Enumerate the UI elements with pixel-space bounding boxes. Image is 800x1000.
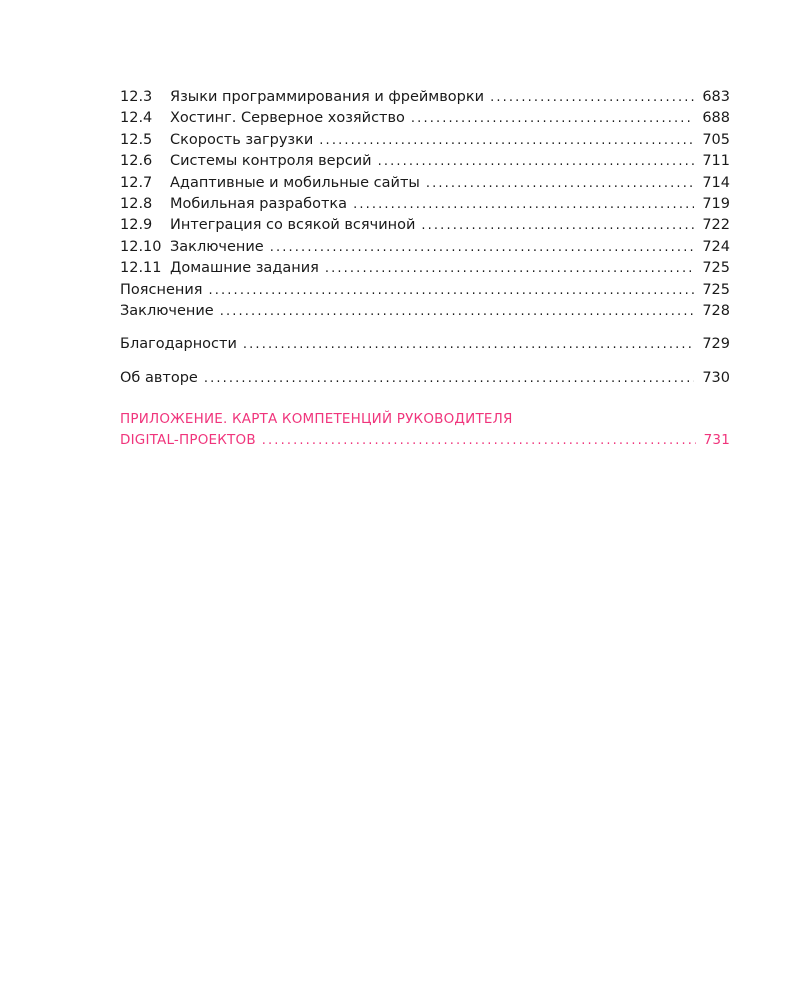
spacer [120,389,730,409]
page-number: 705 [702,131,730,148]
section-number: 12.11 [120,260,162,277]
dot-leader [378,151,695,172]
page-number: 683 [702,89,730,105]
section-title: Благодарности [120,336,237,353]
section-title: Хостинг. Серверное хозяйство [170,110,405,127]
section-title: Об авторе [120,369,198,386]
table-of-contents [120,87,730,451]
page-number: 730 [702,369,730,386]
spacer [120,322,730,334]
toc-entry-acknowledgements[interactable] [120,334,730,355]
toc-entry[interactable] [120,215,730,236]
page-number: 729 [702,336,730,353]
dot-leader [243,334,694,355]
toc-entry-appendix[interactable] [120,409,730,451]
dot-leader [220,301,695,322]
dot-leader [319,130,694,151]
dot-leader [325,258,694,279]
toc-entry-about-author[interactable] [120,368,730,389]
dot-leader [204,368,694,389]
spacer [120,356,730,368]
section-number: 12.3 [120,89,153,105]
section-title: Пояснения [120,281,203,298]
section-number: 12.6 [120,153,153,170]
page-number: 728 [702,302,730,319]
page-number: 722 [702,217,730,234]
toc-entry[interactable] [120,194,730,215]
page-number: 714 [702,174,730,191]
section-number: 12.5 [120,131,153,148]
toc-entry[interactable] [120,173,730,194]
dot-leader [209,280,695,301]
page-number: 711 [702,153,730,170]
section-number: 12.7 [120,174,153,191]
section-title: Системы контроля версий [170,153,372,170]
section-title: Мобильная разработка [170,195,348,212]
dot-leader [490,87,694,108]
toc-entry[interactable] [120,87,730,108]
section-title: Домашние задания [170,260,319,277]
dot-leader [426,173,694,194]
dot-leader [262,430,696,451]
section-title: Заключение [170,238,264,255]
section-title: Заключение [120,302,214,319]
page-number: 731 [703,432,730,449]
toc-entry[interactable] [120,130,730,151]
toc-entry-conclusion[interactable] [120,301,730,322]
section-title: Скорость загрузки [170,131,314,148]
toc-entry[interactable] [120,151,730,172]
page-number: 688 [702,110,730,127]
section-number: 12.9 [120,217,153,234]
page-number: 724 [702,238,730,255]
page-number: 725 [702,260,730,277]
section-number: 12.10 [120,238,162,255]
toc-entry-notes[interactable] [120,280,730,301]
dot-leader [353,194,694,215]
section-number: 12.8 [120,195,153,212]
page-number: 725 [702,281,730,298]
appendix-title-line2: DIGITAL-ПРОЕКТОВ [120,432,256,449]
dot-leader [421,215,694,236]
appendix-title-line1: ПРИЛОЖЕНИЕ. КАРТА КОМПЕТЕНЦИЙ РУКОВОДИТЕЛЯ [120,411,513,428]
toc-entry[interactable] [120,108,730,129]
section-title: Адаптивные и мобильные сайты [170,174,420,191]
section-title: Интеграция со всякой всячиной [170,217,416,234]
section-title: Языки программирования и фреймворки [170,89,485,105]
section-number: 12.4 [120,110,153,127]
toc-entry[interactable] [120,237,730,258]
dot-leader [411,108,694,129]
dot-leader [270,237,695,258]
page-number: 719 [702,195,730,212]
toc-entry[interactable] [120,258,730,279]
